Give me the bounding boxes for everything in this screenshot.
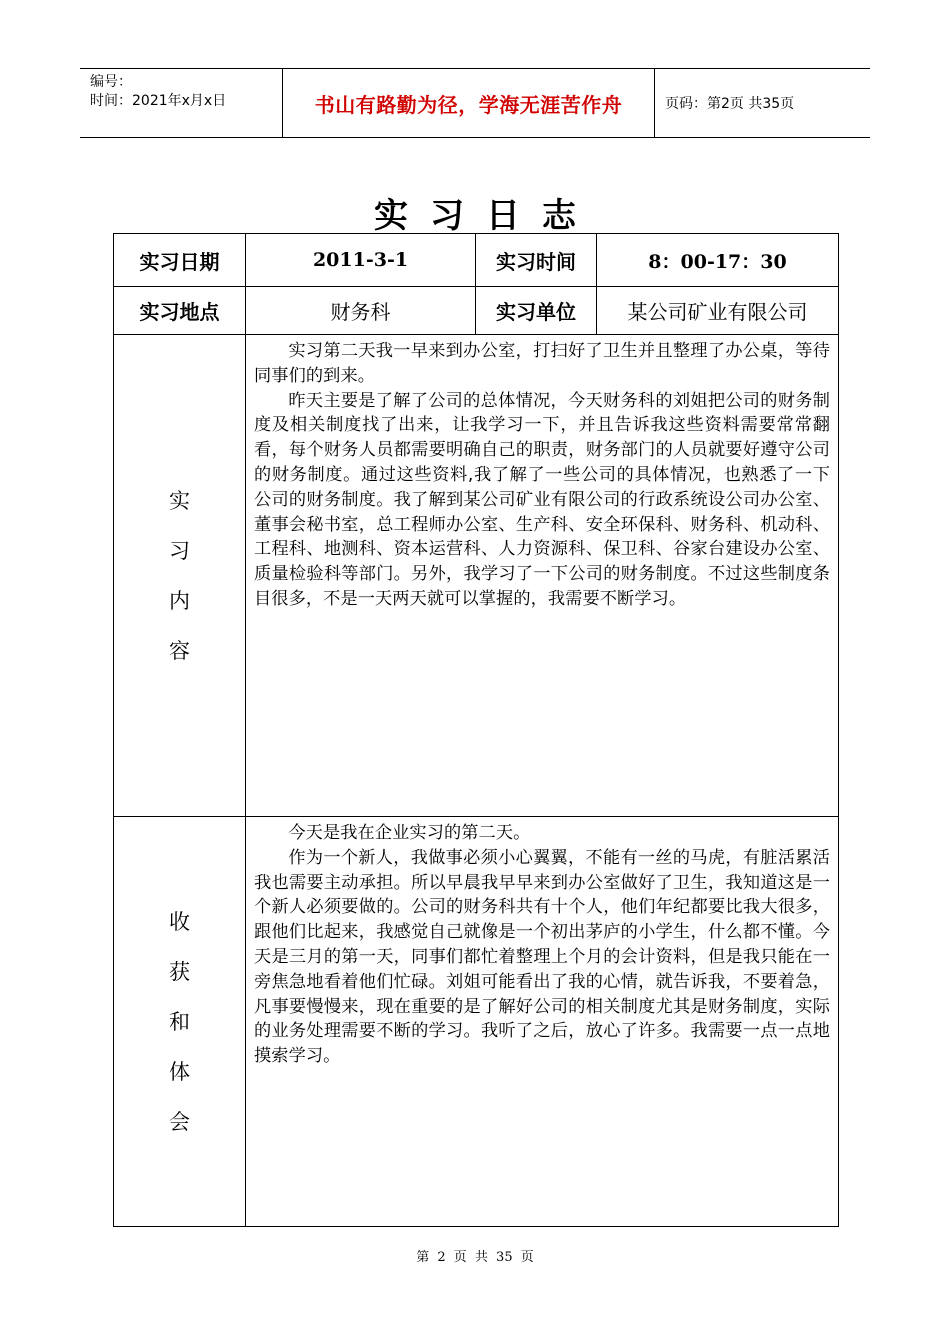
header-page-info: 页码：第2页 共35页 <box>665 96 795 112</box>
unit-label: 实习单位 <box>476 287 597 335</box>
content-label-char: 实 <box>169 488 190 513</box>
page-title: 实习日志 <box>374 196 598 236</box>
time-value: 8：00-17：30 <box>597 234 839 287</box>
table-row-place <box>114 287 839 335</box>
content-label-char: 习 <box>169 538 190 563</box>
content-paragraph: 实习第二天我一早来到办公室，打扫好了卫生并且整理了办公桌，等待同事们的到来。 <box>254 341 830 386</box>
harvest-label <box>114 817 246 1227</box>
date-label: 实习日期 <box>114 234 246 287</box>
harvest-label-char: 体 <box>169 1059 190 1084</box>
header-meta <box>80 69 283 137</box>
content-paragraph: 昨天主要是了解了公司的总体情况，今天财务科的刘姐把公司的财务制度及相关制度找了出来，让我学习一下，并且告诉我这些资料需要常常翻看，每个财务人员都需要明确自己的职责，财务部门的人员就要好遵守公司的财务制度。通过这些资料,我了解了一些公司的具体情况，也熟悉了一下公司的财务制度。我了解到某公司矿业有限公司的行政系统设公司办公室、董事会秘书室，总工程师办公室、生产科、安全环保科、财务科、机动科、工程科、地测科、资本运营科、人力资源科、保卫科、谷家台建设办公室、质量检验科等部门。另外，我学习了一下公司的财务制度。不过这些制度条目很多，不是一天两天就可以掌握的，我需要不断学习。 <box>254 390 830 609</box>
harvest-label-char: 和 <box>169 1009 190 1034</box>
page-header <box>80 68 870 138</box>
content-label <box>114 335 246 817</box>
header-motto-cell <box>283 69 655 137</box>
time-label: 实习时间 <box>476 234 597 287</box>
date-value: 2011-3-1 <box>246 234 476 287</box>
harvest-label-char: 获 <box>169 959 190 984</box>
table-row-content <box>114 335 839 817</box>
document-number-label: 编号： <box>90 74 132 90</box>
content-label-char: 内 <box>169 588 190 613</box>
harvest-paragraph: 作为一个新人，我做事必须小心翼翼，不能有一丝的马虎，有脏活累活我也需要主动承担。所以早晨我早早来到办公室做好了卫生，我知道这是一个新人必须要做的。公司的财务科共有十个人，他们年纪都要比我大很多，跟他们比起来，我感觉自己就像是一个初出茅庐的小学生，什么都不懂。今天是三月的第一天，同事们都忙着整理上个月的会计资料，但是我只能在一旁焦急地看着他们忙碌。刘姐可能看出了我的心情，就告诉我，不要着急，凡事要慢慢来，现在重要的是了解好公司的相关制度尤其是财务制度，实际的业务处理需要不断的学习。我听了之后，放心了许多。我需要一点一点地摸索学习。 <box>254 847 830 1067</box>
document-time-label: 时间：2021年x月x日 <box>90 93 227 109</box>
harvest-paragraph: 今天是我在企业实习的第二天。 <box>288 823 531 843</box>
table-row-harvest <box>114 817 839 1227</box>
harvest-label-char: 会 <box>169 1109 190 1134</box>
harvest-label-char: 收 <box>169 909 190 934</box>
unit-value: 某公司矿业有限公司 <box>597 287 839 335</box>
internship-log-table <box>113 233 839 1227</box>
content-label-char: 容 <box>169 638 190 663</box>
place-label: 实习地点 <box>114 287 246 335</box>
table-row-date <box>114 234 839 287</box>
harvest-text <box>246 817 839 1227</box>
content-text <box>246 335 839 817</box>
page-footer: 第 2 页 共 35 页 <box>416 1250 534 1265</box>
header-motto: 书山有路勤为径，学海无涯苦作舟 <box>314 92 623 117</box>
place-value: 财务科 <box>246 287 476 335</box>
